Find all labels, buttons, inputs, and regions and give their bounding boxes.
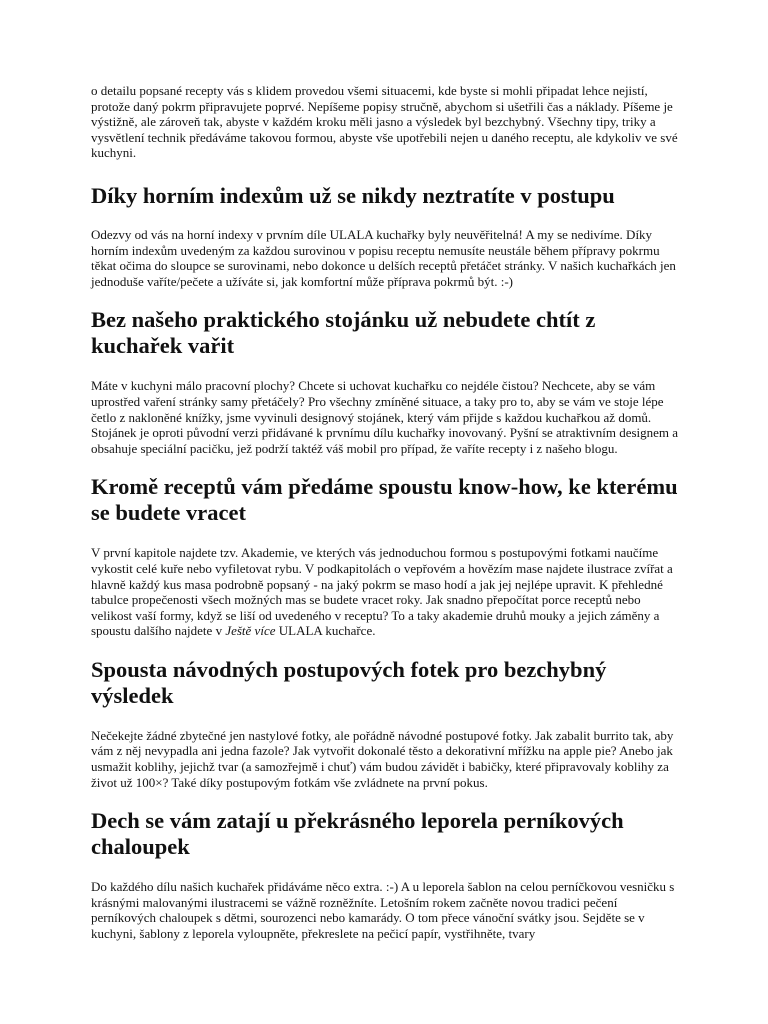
section-paragraph-stand: Máte v kuchyni málo pracovní plochy? Chcete si uchovat kuchařku co nejdéle čistou? Nechcete, aby se vám uprostřed vaření stránky samy přetáčely? Pro všechny zmíněné situace, a taky pro to, aby se vám ve stoje lépe četlo z nakloněné knížky, jsme vyvinuli designový stojánek, který vám přijde s každou kuchařkou až domů. Stojánek je oproti původní verzi přidávané k prvnímu dílu kuchařky inovovaný. Pyšní se atraktivním designem a obsahuje speciální pacičku, jež podrží taktéž váš mobil pro případ, že vaříte recepty i z našeho blogu. bbox=[91, 378, 679, 456]
know-how-text-end: ULALA kuchařce. bbox=[275, 623, 376, 639]
book-title-italic: Ještě více bbox=[225, 623, 276, 639]
section-heading-leporelo: Dech se vám zatají u překrásného leporela perníkových chaloupek bbox=[91, 808, 624, 860]
section-paragraph-upper-indexes: Odezvy od vás na horní indexy v prvním díle ULALA kuchařky byly neuvěřitelná! A my se nedivíme. Díky horním indexům uvedeným za každou surovinou v popisu receptu nemusíte neustále během přípravy pokrmu těkat očima do sloupce se surovinami, nebo dokonce u delších receptů přetáčet stránky. V našich kuchařkách jen jednoduše vaříte/pečete a užíváte si, jak komfortní může příprava pokrmů být. :-) bbox=[91, 226, 676, 289]
know-how-text-start: V první kapitole najdete tzv. Akademie, ve kterých vás jednoduchou formou s postupovými fotkami naučíme vykostit celé kuře nebo vyfiletovat rybu. V podkapitolách o vepřovém a hovězím mase najdete ilustrace zvířat a hlavně každý kus masa podrobně popsaný - na jaký pokrm se maso hodí a jak jej nejlépe upravit. K přehledné tabulce propečenosti všech možných mas se budete vracet roky. Jak snadno přepočítat porce receptů nebo velikost vaší formy, když se liší od uvedeného v receptu? To a taky akademie druhů mouky a jejich záměny a spoustu dalšího najdete v bbox=[91, 545, 673, 639]
intro-paragraph: o detailu popsané recepty vás s klidem provedou všemi situacemi, kde byste si mohli připadat lehce nejistí, protože daný pokrm připravujete poprvé. Nepíšeme popisy stručně, abychom si ušetřili čas a náklady. Píšeme je výstižně, ale zároveň tak, abyste v každém kroku měli jasno a výsledek byl bezchybný. Všechny tipy, triky a vysvětlení technik předáváme takovou formou, abyste vše upotřebili nejen u daného receptu, ale kdykoliv ve své kuchyni. bbox=[91, 83, 678, 161]
section-paragraph-leporelo: Do každého dílu našich kuchařek přidáváme něco extra. :-) A u leporela šablon na celou perníčkovou vesničku s krásnými malovanými ilustracemi se vážně rozněžníte. Letošním rokem začněte novou tradici pečení perníkových chaloupek s dětmi, sourozenci nebo kamarády. O tom přece vánoční svátky jsou. Sejděte se v kuchyni, šablony z leporela vyloupněte, překreslete na pečicí papír, vystřihněte, tvary bbox=[91, 879, 675, 942]
document-page bbox=[91, 83, 683, 942]
section-heading-stand: Bez našeho praktického stojánku už nebudete chtít z kuchařek vařit bbox=[91, 307, 596, 359]
section-heading-upper-indexes: Díky horním indexům už se nikdy neztratíte v postupu bbox=[91, 182, 615, 208]
section-heading-photos: Spousta návodných postupových fotek pro bezchybný výsledek bbox=[91, 656, 607, 708]
section-paragraph-photos: Nečekejte žádné zbytečné jen nastylové fotky, ale pořádně návodné postupové fotky. Jak zabalit burrito tak, aby vám z něj nevypadla ani jedna fazole? Jak vytvořit dokonalé těsto a dekorativní mřížku na apple pie? Anebo jak usmažit koblihy, jejichž tvar (a samozřejmě i chuť) vám budou závidět i babičky, které připravovaly koblihy za život už 100×? Také díky postupovým fotkám vše zvládnete na první pokus. bbox=[91, 727, 674, 790]
section-heading-know-how: Kromě receptů vám předáme spoustu know-how, ke kterému se budete vracet bbox=[91, 474, 678, 526]
section-paragraph-know-how bbox=[91, 545, 683, 639]
